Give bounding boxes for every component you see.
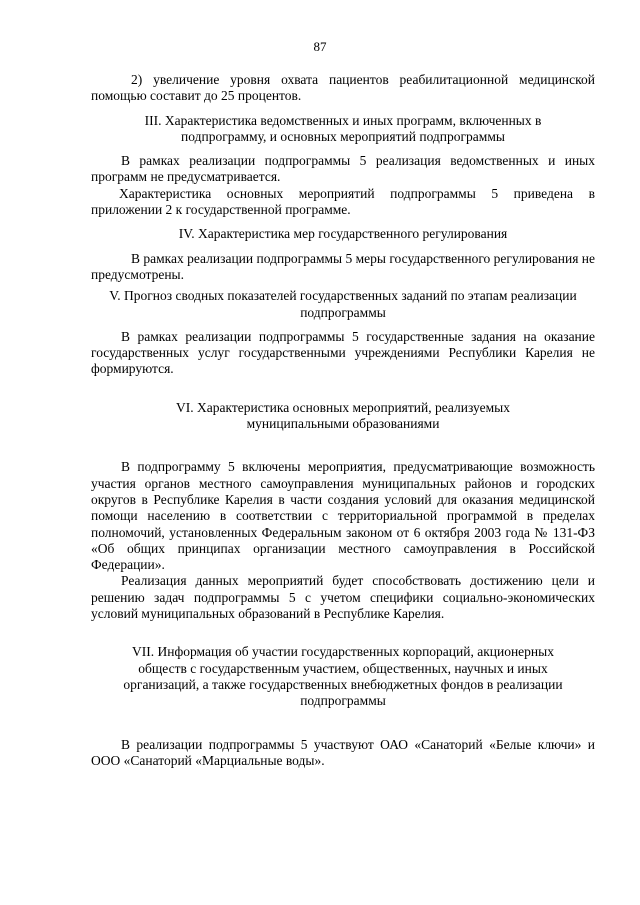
paragraph-4: В рамках реализации подпрограммы 5 меры государственного регулирования не предусмотрены.: [91, 250, 595, 282]
paragraph-6a: В подпрограмму 5 включены мероприятия, предусматривающие возможность участия органов местного самоуправления муниципальных районов и городских округов в Республике Карелия в части создания условий для оказания медицинской помощи населению в соответствии с территориальной программой в пределах полномочий, установленных Федеральным законом от 6 октября 2003 года № 131-ФЗ «Об общих принципах организации местного самоуправления в Российской Федерации».: [91, 459, 595, 573]
paragraph-3a: В рамках реализации подпрограммы 5 реализация ведомственных и иных программ не предусматривается.: [91, 153, 595, 185]
page-content: [91, 72, 595, 769]
paragraph-5: В рамках реализации подпрограммы 5 государственные задания на оказание государственных услуг государственными учреждениями Республики Карелия не формируются.: [91, 328, 595, 377]
section-heading-4: IV. Характеристика мер государственного регулирования: [178, 226, 508, 242]
list-item-2: 2) увеличение уровня охвата пациентов реабилитационной медицинской помощью составит до 25 процентов.: [91, 72, 595, 104]
section-heading-3: III. Характеристика ведомственных и иных программ, включенных в подпрограмму, и основных мероприятий подпрограммы: [144, 112, 542, 144]
paragraph-6b: Реализация данных мероприятий будет способствовать достижению цели и решению задач подпрограммы 5 с учетом специфики социально-экономических условий муниципальных образований в Республике Карелия.: [91, 573, 595, 622]
page-number: 87: [313, 39, 327, 54]
section-heading-7: VII. Информация об участии государственных корпораций, акционерных обществ с государственным участием, общественных, научных и иных организаций, а также государственных внебюджетных фондов в реализации подпрограммы: [123, 644, 563, 709]
section-heading-6: VI. Характеристика основных мероприятий, реализуемых муниципальными образованиями: [176, 399, 510, 432]
paragraph-7: В реализации подпрограммы 5 участвуют ОАО «Санаторий «Белые ключи» и ООО «Санаторий «Марциальные воды».: [91, 736, 595, 768]
section-heading-5: V. Прогноз сводных показателей государственных заданий по этапам реализации подпрограммы: [109, 288, 577, 320]
paragraph-3b: Характеристика основных мероприятий подпрограммы 5 приведена в приложении 2 к государственной программе.: [91, 185, 595, 218]
